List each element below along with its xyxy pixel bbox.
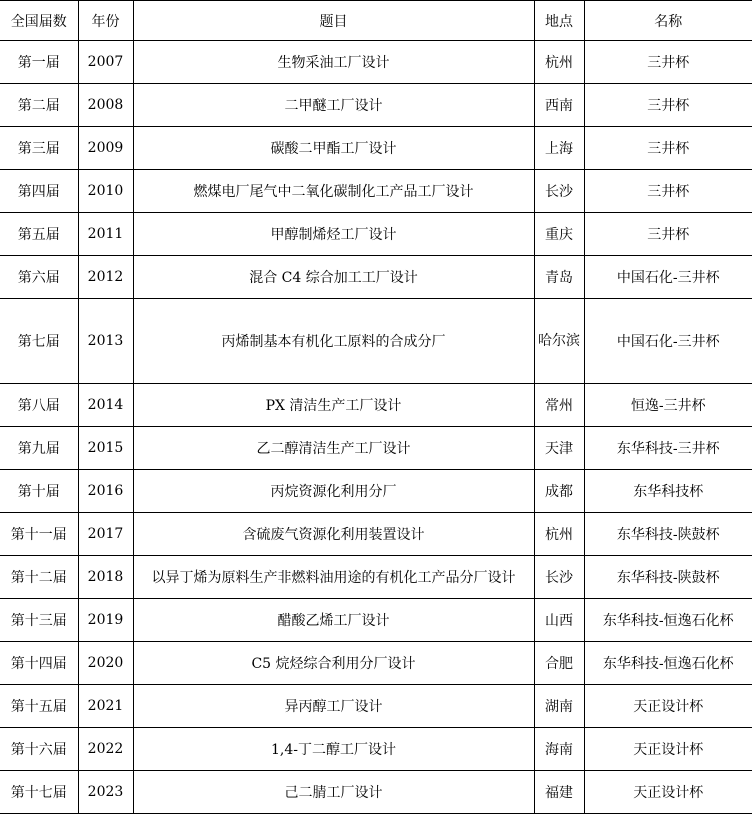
cell-year: 2011 (78, 213, 133, 256)
cell-year: 2020 (78, 642, 133, 685)
cell-year: 2012 (78, 256, 133, 299)
header-title: 题目 (133, 1, 534, 41)
cell-location: 天津 (534, 427, 584, 470)
cell-location: 合肥 (534, 642, 584, 685)
cell-session: 第十二届 (0, 556, 78, 599)
cell-title: 己二腈工厂设计 (133, 771, 534, 814)
cell-title: 燃煤电厂尾气中二氧化碳制化工产品工厂设计 (133, 170, 534, 213)
cell-location: 长沙 (534, 556, 584, 599)
table-row (0, 513, 752, 556)
table-row (0, 213, 752, 256)
cell-session: 第十届 (0, 470, 78, 513)
cell-location: 海南 (534, 728, 584, 771)
cell-title: 乙二醇清洁生产工厂设计 (133, 427, 534, 470)
cell-title: 以异丁烯为原料生产非燃料油用途的有机化工产品分厂设计 (133, 556, 534, 599)
cell-location: 重庆 (534, 213, 584, 256)
table-row (0, 127, 752, 170)
cell-name: 天正设计杯 (584, 771, 752, 814)
cell-location: 成都 (534, 470, 584, 513)
table-row (0, 256, 752, 299)
cell-name: 三井杯 (584, 170, 752, 213)
cell-year: 2022 (78, 728, 133, 771)
cell-year: 2017 (78, 513, 133, 556)
cell-session: 第九届 (0, 427, 78, 470)
table-row (0, 556, 752, 599)
cell-name: 三井杯 (584, 213, 752, 256)
cell-location: 长沙 (534, 170, 584, 213)
cell-session: 第十五届 (0, 685, 78, 728)
cell-title: 甲醇制烯烃工厂设计 (133, 213, 534, 256)
table-row (0, 599, 752, 642)
table-row (0, 642, 752, 685)
cell-name: 天正设计杯 (584, 685, 752, 728)
cell-location: 湖南 (534, 685, 584, 728)
cell-name: 东华科技-恒逸石化杯 (584, 599, 752, 642)
table-header-row (0, 1, 752, 41)
cell-location: 上海 (534, 127, 584, 170)
cell-session: 第十三届 (0, 599, 78, 642)
cell-year: 2018 (78, 556, 133, 599)
cell-session: 第七届 (0, 299, 78, 384)
table-row (0, 728, 752, 771)
cell-name: 东华科技-三井杯 (584, 427, 752, 470)
cell-title: PX 清洁生产工厂设计 (133, 384, 534, 427)
cell-title: 混合 C4 综合加工工厂设计 (133, 256, 534, 299)
cell-title: 丙烯制基本有机化工原料的合成分厂 (133, 299, 534, 384)
cell-year: 2008 (78, 84, 133, 127)
cell-session: 第二届 (0, 84, 78, 127)
cell-location: 杭州 (534, 513, 584, 556)
cell-year: 2023 (78, 771, 133, 814)
cell-year: 2013 (78, 299, 133, 384)
table-row (0, 384, 752, 427)
cell-session: 第十七届 (0, 771, 78, 814)
cell-year: 2019 (78, 599, 133, 642)
cell-location: 常州 (534, 384, 584, 427)
cell-location: 青岛 (534, 256, 584, 299)
cell-location: 山西 (534, 599, 584, 642)
cell-title: 1,4-丁二醇工厂设计 (133, 728, 534, 771)
cell-session: 第十四届 (0, 642, 78, 685)
cell-session: 第四届 (0, 170, 78, 213)
cell-title: 二甲醚工厂设计 (133, 84, 534, 127)
cell-title: 含硫废气资源化利用装置设计 (133, 513, 534, 556)
cell-session: 第八届 (0, 384, 78, 427)
cell-year: 2007 (78, 41, 133, 84)
cell-name: 天正设计杯 (584, 728, 752, 771)
cell-session: 第十六届 (0, 728, 78, 771)
cell-name: 中国石化-三井杯 (584, 256, 752, 299)
table-row (0, 427, 752, 470)
table-row (0, 299, 752, 384)
cell-session: 第六届 (0, 256, 78, 299)
header-year: 年份 (78, 1, 133, 41)
cell-session: 第三届 (0, 127, 78, 170)
table-row (0, 41, 752, 84)
cell-name: 东华科技-陕鼓杯 (584, 513, 752, 556)
table-row (0, 470, 752, 513)
cell-location: 哈尔滨 (534, 299, 584, 384)
cell-title: 异丙醇工厂设计 (133, 685, 534, 728)
cell-name: 东华科技-陕鼓杯 (584, 556, 752, 599)
cell-session: 第十一届 (0, 513, 78, 556)
cell-name: 三井杯 (584, 41, 752, 84)
cell-name: 中国石化-三井杯 (584, 299, 752, 384)
cell-location: 西南 (534, 84, 584, 127)
cell-title: 醋酸乙烯工厂设计 (133, 599, 534, 642)
cell-name: 三井杯 (584, 84, 752, 127)
table-row (0, 685, 752, 728)
cell-year: 2010 (78, 170, 133, 213)
cell-title: 生物采油工厂设计 (133, 41, 534, 84)
table-row (0, 771, 752, 814)
cell-year: 2014 (78, 384, 133, 427)
cell-year: 2016 (78, 470, 133, 513)
header-location: 地点 (534, 1, 584, 41)
cell-session: 第一届 (0, 41, 78, 84)
cell-year: 2009 (78, 127, 133, 170)
cell-location: 福建 (534, 771, 584, 814)
cell-name: 三井杯 (584, 127, 752, 170)
cell-session: 第五届 (0, 213, 78, 256)
header-session: 全国届数 (0, 1, 78, 41)
table-row (0, 170, 752, 213)
cell-title: 丙烷资源化利用分厂 (133, 470, 534, 513)
cell-name: 东华科技杯 (584, 470, 752, 513)
cell-name: 恒逸-三井杯 (584, 384, 752, 427)
cell-name: 东华科技-恒逸石化杯 (584, 642, 752, 685)
cell-title: 碳酸二甲酯工厂设计 (133, 127, 534, 170)
table-row (0, 84, 752, 127)
cell-location: 杭州 (534, 41, 584, 84)
cell-year: 2021 (78, 685, 133, 728)
cell-year: 2015 (78, 427, 133, 470)
header-name: 名称 (584, 1, 752, 41)
cell-title: C5 烷烃综合利用分厂设计 (133, 642, 534, 685)
